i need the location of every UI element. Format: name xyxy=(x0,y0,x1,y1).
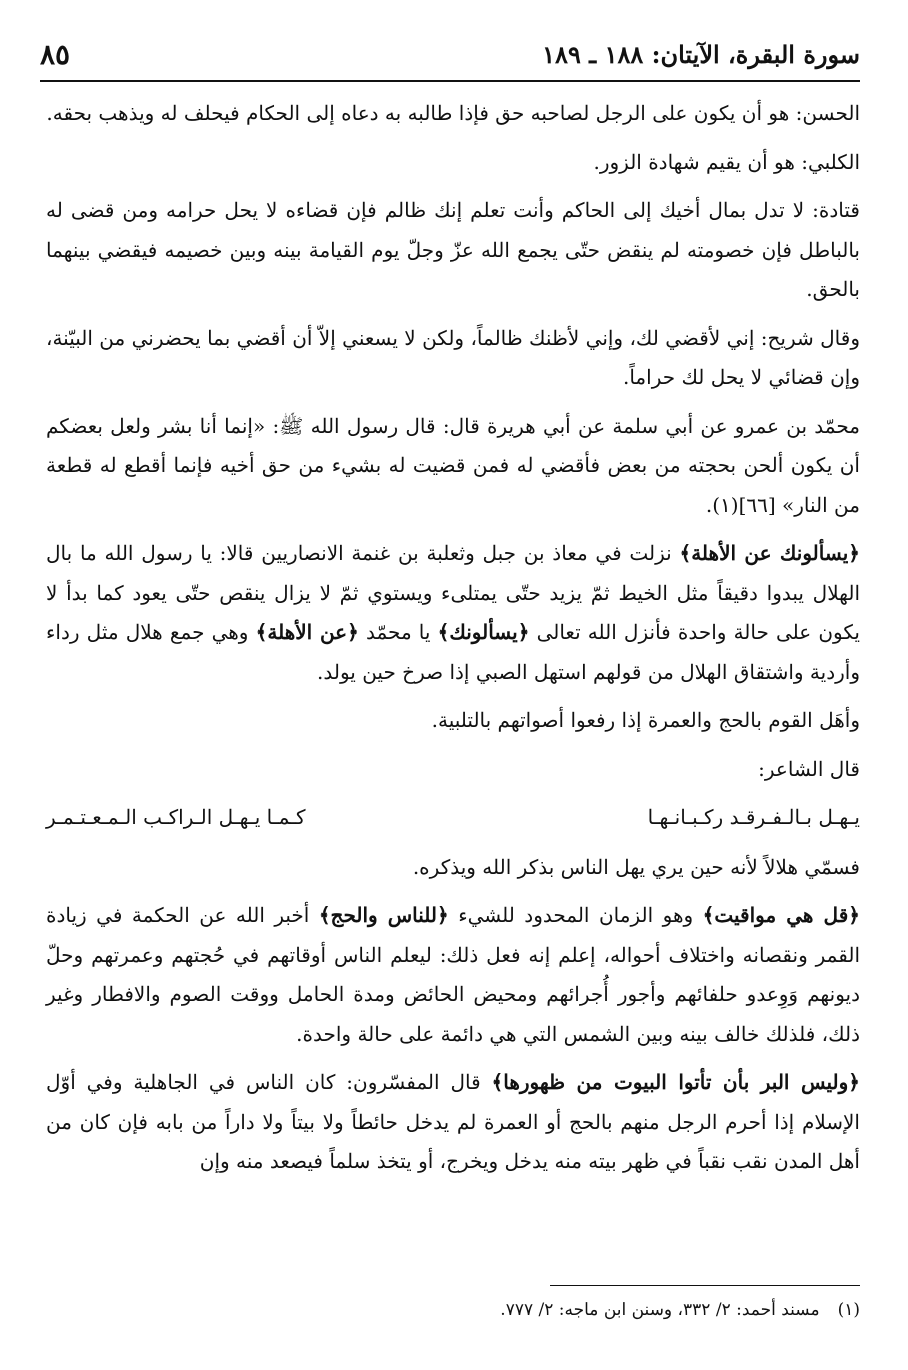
paragraph-poet-intro: قال الشاعر: xyxy=(758,756,860,781)
paragraph-hadith: محمّد بن عمرو عن أبي سلمة عن أبي هريرة قال: قال رسول الله ﷺ: «إنما أنا بشر ولعل بعضكم أن يكون ألحن بحجته من بعض فأقضي له فمن قضيت له بشيء من حق أخيه فإنما أقطع له قطعة من النار» [٦٦](١). xyxy=(46,413,860,517)
header-rule xyxy=(40,80,860,82)
paragraph-ahilla xyxy=(46,534,860,692)
paragraph-text: وهي جمع هلال مثل رداء وأردية واشتقاق الهلال من قولهم استهل الصبي إذا صرخ حين يولد. xyxy=(46,620,860,684)
paragraph-kalbi: الكلبي: هو أن يقيم شهادة الزور. xyxy=(593,149,860,174)
paragraph-text: نزلت في معاذ بن جبل وثعلبة بن غنمة الانصاريين قالا: يا رسول الله ما بال الهلال يبدوا دقيقاً مثل الخيط ثمّ يزيد حتّى يمتلىء ويستوي ثمّ لا يزال ينقص حتّى يعود كما بدأ لا يكون على حالة واحدة فأنزل الله تعالى xyxy=(46,541,860,644)
paragraph-hilal-naming: فسمّي هلالاً لأنه حين يري يهل الناس بذكر الله ويذكره. xyxy=(412,854,860,879)
quran-verse: ﴿يسألونك﴾ xyxy=(437,620,530,644)
quran-verse: ﴿للناس والحج﴾ xyxy=(318,903,449,927)
paragraph-text: وهو الزمان المحدود للشيء xyxy=(448,903,703,927)
quran-verse: ﴿قل هي مواقيت﴾ xyxy=(702,903,860,927)
paragraph-qatada: قتادة: لا تدل بمال أخيك إلى الحاكم وأنت تعلم إنك ظالم فإن قضاءه لا يحل حرامه ومن قضى له بالباطل فإن خصومته لم ينقض حتّى يجمع الله عزّ وجلّ يوم القيامة بينه وبين خصيمه فيقضي بينهما بالحق. xyxy=(46,198,860,301)
running-title: سورة البقرة، الآيتان: ١٨٨ ـ ١٨٩ xyxy=(542,39,860,69)
paragraph-ahalla: وأهَل القوم بالحج والعمرة إذا رفعوا أصواتهم بالتلبية. xyxy=(431,708,860,732)
quran-verse: ﴿وليس البر بأن تأتوا البيوت من ظهورها﴾ xyxy=(491,1070,860,1094)
paragraph-text: قال المفسّرون: كان الناس في الجاهلية وفي أوّل الإسلام إذا أحرم الرجل منهم بالحج أو العمرة لم يدخل حائطاً ولا بيتاً ولا داراً من بابه فإن كان من أهل المدن نقب نقباً في ظهر بيته منه يدخل ويخرج، أو يتخذ سلماً فيصعد منه وإن xyxy=(46,1070,860,1173)
paragraph-text: يا محمّد xyxy=(358,620,438,644)
footnote-text: مسند أحمد: ٢/ ٣٣٢، وسنن ابن ماجه: ٢/ ٧٧٧. xyxy=(500,1300,820,1320)
footnote xyxy=(46,1300,860,1320)
page-header xyxy=(40,34,860,74)
poem-hemistich-first: يـهـل بـالـفـرقـد ركـبـانـهـا xyxy=(647,805,860,829)
paragraph-text: أخبر الله عن الحكمة في زيادة القمر ونقصانه واختلاف أحواله، إعلم إنه فعل ذلك: ليعلم الناس أوقاتهم في حُجتهم وعمرتهم وحلّ ديونهم وَوِعدو حلفائهم وأجور أُجرائهم ومحيض الحائض ومدة الحامل ووقت الصوم والافطار وغير ذلك، فلذلك خالف بينه وبين الشمس التي هي دائمة على حالة واحدة. xyxy=(46,903,860,1046)
poem-hemistich-second: كـمـا يـهـل الـراكـب الـمـعـتـمـر xyxy=(46,805,306,829)
footnote-rule xyxy=(550,1285,860,1286)
paragraph-mawaqit xyxy=(46,896,860,1054)
poem-verse xyxy=(46,798,860,838)
footnote-number: (١) xyxy=(837,1300,860,1320)
page-number: ٨٥ xyxy=(40,37,71,71)
paragraph-shurayh: وقال شريح: إني لأقضي لك، وإني لأظنك ظالماً، ولكن لا يسعني إلاّ أن أقضي بما يحضرني من البيّنة، وإن قضائي لا يحل لك حراماً. xyxy=(46,325,860,389)
paragraph-birr xyxy=(46,1063,860,1182)
paragraph-hasan: الحسن: هو أن يكون على الرجل لصاحبه حق فإذا طالبه به دعاه إلى الحكام فيحلف له ويذهب بحقه. xyxy=(46,101,860,125)
quran-verse: ﴿يسألونك عن الأهلة﴾ xyxy=(679,541,860,565)
quran-verse: ﴿عن الأهلة﴾ xyxy=(255,620,359,644)
page-body xyxy=(46,94,860,1191)
